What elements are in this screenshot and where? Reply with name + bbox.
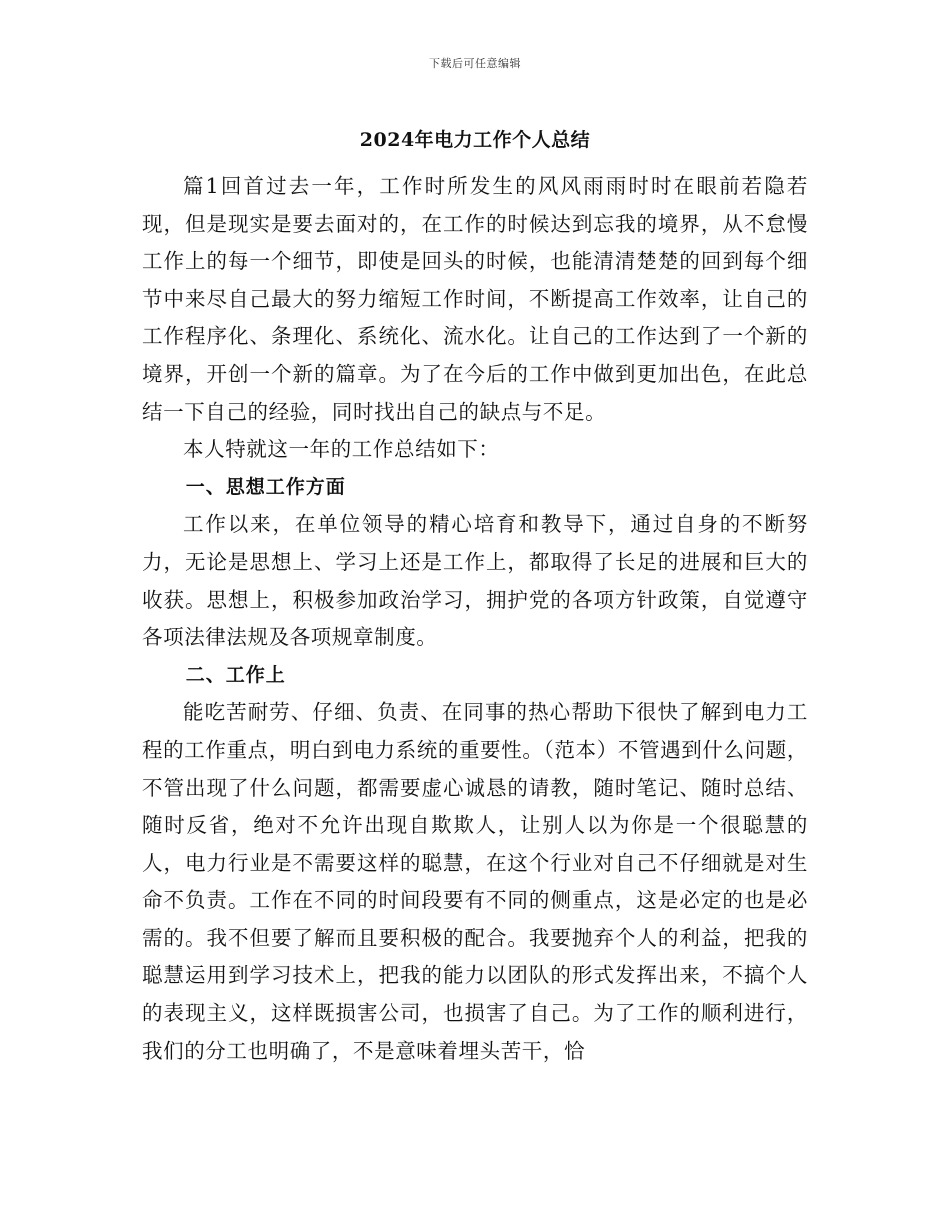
document-title: 2024年电力工作个人总结 <box>359 129 591 151</box>
summary-lead: 本人特就这一年的工作总结如下： <box>183 437 500 462</box>
intro-paragraph: 篇1回首过去一年，工作时所发生的风风雨雨时时在眼前若隐若现，但是现实是要去面对的，在工作的时候达到忘我的境界，从不怠慢工作上的每一个细节，即使是回头的时候，也能清清楚楚的回到每个细节中来尽自己最大的努力缩短工作时间，不断提高工作效率，让自己的工作程序化、条理化、系统化、流水化。让自己的工作达到了一个新的境界，开创一个新的篇章。为了在今后的工作中做到更加出色，在此总结一下自己的经验，同时找出自己的缺点与不足。 <box>142 174 808 424</box>
section-paragraph-thought: 工作以来，在单位领导的精心培育和教导下，通过自身的不断努力，无论是思想上、学习上还是工作上，都取得了长足的进展和巨大的收获。思想上，积极参加政治学习，拥护党的各项方针政策，自觉遵守各项法律法规及各项规章制度。 <box>142 512 808 650</box>
header-note: 下载后可任意编辑 <box>429 57 521 70</box>
document-body <box>142 168 808 1070</box>
section-heading-thought: 一、思想工作方面 <box>185 475 346 498</box>
section-heading-work: 二、工作上 <box>185 663 286 686</box>
section-paragraph-work: 能吃苦耐劳、仔细、负责、在同事的热心帮助下很快了解到电力工程的工作重点，明白到电力系统的重要性。（范本）不管遇到什么问题，不管出现了什么问题，都需要虚心诚恳的请教，随时笔记、随时总结、随时反省，绝对不允许出现自欺欺人，让别人以为你是一个很聪慧的人，电力行业是不需要这样的聪慧，在这个行业对自己不仔细就是对生命不负责。工作在不同的时间段要有不同的侧重点，这是必定的也是必需的。我不但要了解而且要积极的配合。我要抛弃个人的利益，把我的聪慧运用到学习技术上，把我的能力以团队的形式发挥出来，不搞个人的表现主义，这样既损害公司，也损害了自己。为了工作的顺利进行，我们的分工也明确了，不是意味着埋头苦干，恰 <box>142 700 808 1063</box>
